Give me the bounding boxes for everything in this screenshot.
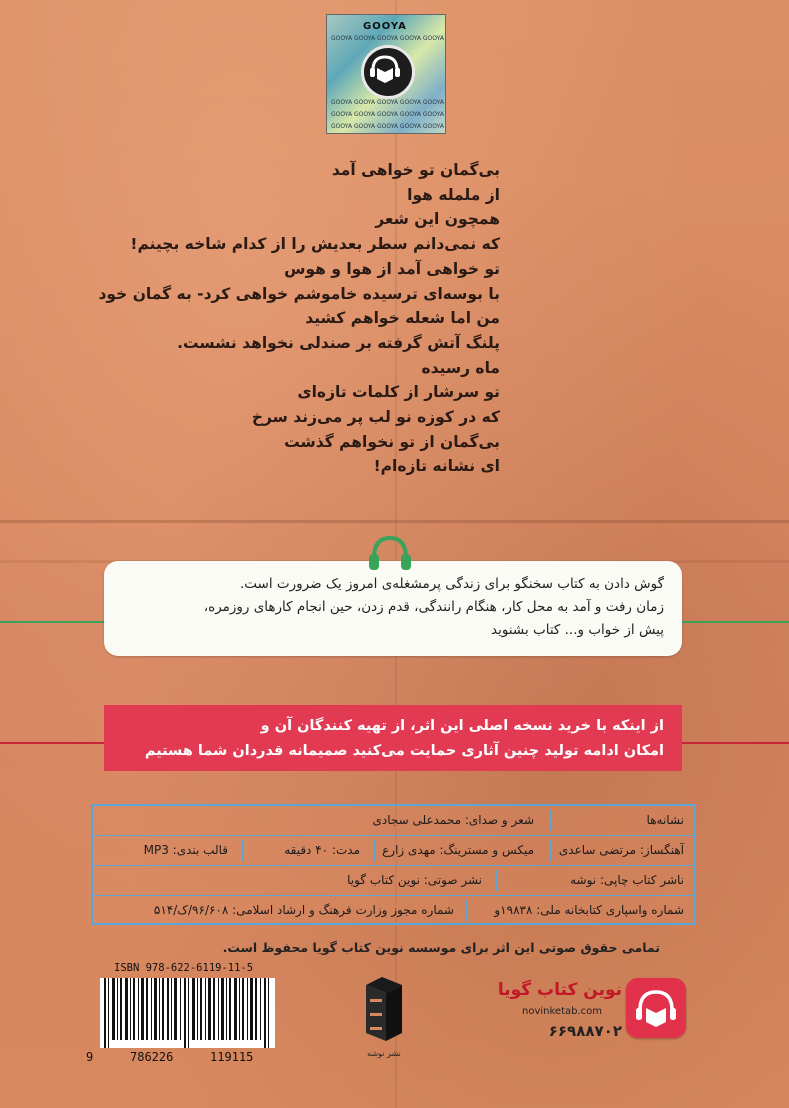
info-line: گوش دادن به کتاب سخنگو برای زندگی پرمشغله‌ی امروز یک ضرورت است. bbox=[239, 576, 664, 592]
library-number: شماره واسپاری کتابخانه ملی: ۱۹۸۳۸و bbox=[494, 903, 684, 917]
brand-block bbox=[497, 978, 690, 1048]
poem-line: بی‌گمان تو خواهی آمد bbox=[331, 161, 500, 179]
publisher-name: نشر نوشه bbox=[367, 1049, 401, 1058]
poem-line: ماه رسیده bbox=[421, 358, 500, 377]
poem-line: من اما شعله خواهم کشید bbox=[305, 309, 500, 328]
credits-row bbox=[93, 866, 694, 896]
barcode-digits-right: 119115 bbox=[210, 1050, 254, 1064]
cell-divider bbox=[550, 840, 552, 861]
poet-voice: شعر و صدای: محمدعلی سجادی bbox=[372, 813, 534, 827]
info-box bbox=[104, 561, 682, 656]
thank-you-banner bbox=[104, 705, 682, 771]
info-line: پیش از خواب و... کتاب بشنوید bbox=[491, 622, 664, 638]
cell-divider bbox=[242, 840, 244, 861]
poem-line: همچون این شعر bbox=[375, 210, 500, 229]
brand-url[interactable]: novinketab.com bbox=[522, 1006, 603, 1017]
books-stack-icon bbox=[360, 975, 408, 1047]
poem-line: از ململه هوا bbox=[407, 185, 500, 204]
poem-line: که در کوزه نو لب پر می‌زند سرخ bbox=[251, 408, 500, 427]
duration: مدت: ۴۰ دقیقه bbox=[284, 843, 360, 857]
poem-line: ای نشانه تازه‌ام! bbox=[373, 457, 500, 476]
book-headphone-icon bbox=[361, 45, 415, 99]
hologram-pattern: GOOYA GOOYA GOOYA GOOYA GOOYA bbox=[331, 35, 444, 42]
license-number: شماره مجوز وزارت فرهنگ و ارشاد اسلامی: ۹۶/۶۰۸/ک/۵۱۴ bbox=[153, 903, 454, 917]
poem-line: که نمی‌دانم سطر بعدیش را از کدام شاخه بچینم! bbox=[130, 235, 500, 254]
cell-divider bbox=[550, 810, 552, 831]
credits-row bbox=[93, 806, 694, 836]
composer: آهنگساز: مرتضی ساعدی bbox=[558, 843, 684, 857]
print-publisher: ناشر کتاب چاپی: نوشه bbox=[570, 873, 684, 887]
publisher-logo bbox=[360, 975, 408, 1065]
banner-line: از اینکه با خرید نسخه اصلی این اثر، از تهیه کنندگان آن و bbox=[260, 718, 664, 734]
info-line: زمان رفت و آمد به محل کار، هنگام رانندگی، قدم زدن، حین انجام کارهای روزمره، bbox=[203, 599, 664, 615]
cell-divider bbox=[466, 900, 468, 921]
poem-line: بی‌گمان از تو نخواهم گذشت bbox=[284, 432, 500, 451]
hologram-pattern: GOOYA GOOYA GOOYA GOOYA GOOYA bbox=[331, 111, 444, 118]
credits-table bbox=[91, 804, 696, 925]
brand-phone: ۶۶۹۸۸۷۰۲ bbox=[548, 1022, 622, 1040]
hologram-sticker bbox=[326, 14, 446, 134]
barcode bbox=[80, 962, 280, 1062]
isbn-label: ISBN 978-622-6119-11-5 bbox=[114, 962, 254, 974]
hologram-brand: GOOYA bbox=[363, 21, 407, 32]
mixing: میکس و مسترینگ: مهدی زارع bbox=[382, 843, 534, 857]
copyright-notice: تمامی حقوق صوتی این اثر برای موسسه نوین کتاب گویا محفوظ است. bbox=[222, 940, 660, 955]
hologram-pattern: GOOYA GOOYA GOOYA GOOYA GOOYA bbox=[331, 99, 444, 106]
banner-line: امکان ادامه تولید چنین آثاری حمایت می‌کنید صمیمانه قدردان شما هستیم bbox=[144, 743, 664, 759]
barcode-digit-first: 9 bbox=[86, 1050, 94, 1064]
poem bbox=[98, 158, 500, 479]
poem-line: تو خواهی آمد از هوا و هوس bbox=[284, 259, 500, 278]
format: قالب بندی: MP3 bbox=[143, 843, 228, 857]
brand-name: نوین کتاب گویا bbox=[497, 980, 622, 1000]
poem-line: پلنگ آتش گرفته بر صندلی نخواهد نشست. bbox=[177, 333, 500, 352]
audio-publisher: نشر صوتی: نوین کتاب گویا bbox=[347, 873, 482, 887]
poem-line: با بوسه‌ای ترسیده خاموشم خواهی کرد- به گمان خود bbox=[98, 284, 500, 303]
barcode-bars bbox=[100, 978, 275, 1048]
cell-divider bbox=[374, 840, 376, 861]
credits-row bbox=[93, 836, 694, 866]
hologram-pattern: GOOYA GOOYA GOOYA GOOYA GOOYA bbox=[331, 123, 444, 130]
cell-divider bbox=[496, 870, 498, 891]
book-title: نشانه‌ها bbox=[646, 813, 684, 827]
credits-row bbox=[93, 896, 694, 925]
brand-logo-icon bbox=[626, 978, 686, 1038]
headphones-icon bbox=[367, 532, 413, 572]
poem-line: تو سرشار از کلمات تازه‌ای bbox=[297, 383, 500, 402]
barcode-digits-left: 786226 bbox=[130, 1050, 174, 1064]
